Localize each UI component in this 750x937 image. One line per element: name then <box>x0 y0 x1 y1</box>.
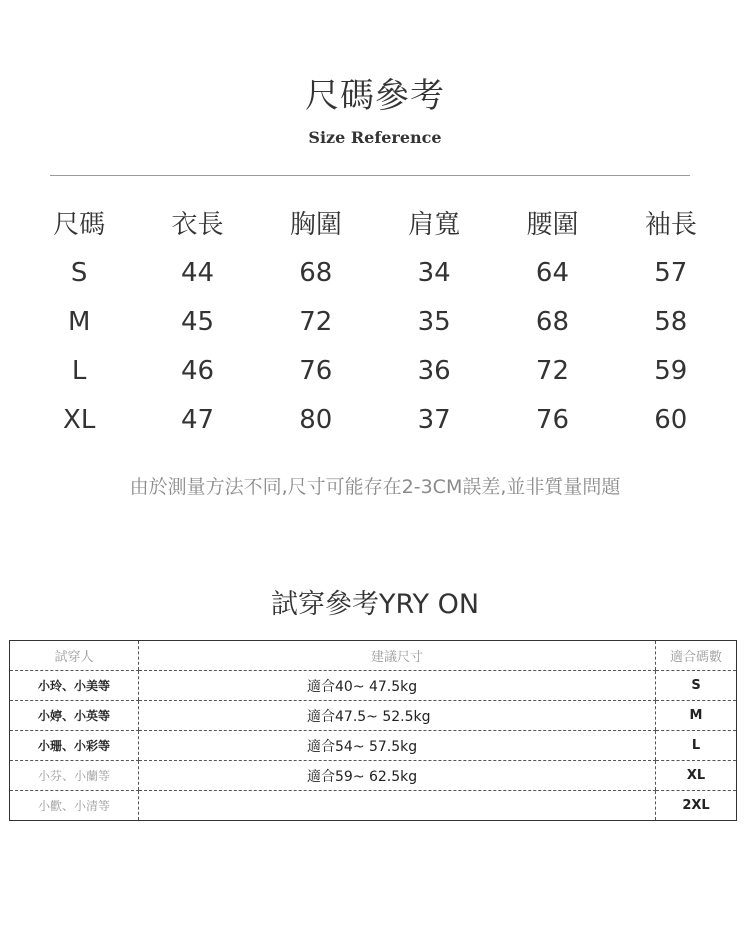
column-header-person: 試穿人 <box>10 641 139 671</box>
column-header-length: 衣長 <box>171 209 224 240</box>
person-cell: 小芬、小蘭等 <box>10 761 139 791</box>
column-header-shoulder: 肩寬 <box>408 209 461 240</box>
waist-cell: 76 <box>535 404 570 435</box>
column-header-bust: 胸圍 <box>289 209 342 240</box>
shoulder-cell: 36 <box>417 355 451 386</box>
weight-cell: 適合47.5~ 52.5kg <box>139 701 656 731</box>
length-cell: 45 <box>180 306 215 337</box>
column-header-size: 尺碼 <box>53 209 106 240</box>
waist-cell: 72 <box>535 355 570 386</box>
shoulder-cell: 37 <box>417 404 451 435</box>
person-cell: 小玲、小美等 <box>10 671 139 701</box>
person-cell: 小歡、小清等 <box>37 799 110 813</box>
size-cell: XL <box>63 404 96 435</box>
column-header-fit: 適合碼數 <box>656 641 737 671</box>
table-row <box>20 297 730 346</box>
bust-cell: 80 <box>299 404 333 435</box>
measurement-note: 由於測量方法不同,尺寸可能存在2-3CM誤差,並非質量問題 <box>129 476 621 498</box>
weight-cell: 適合40~ 47.5kg <box>139 671 656 701</box>
size-cell: M <box>67 306 91 337</box>
weight-cell: 適合59~ 62.5kg <box>139 761 656 791</box>
table-row <box>10 701 737 731</box>
table-row <box>20 346 730 395</box>
fit-size-cell: XL <box>656 761 737 791</box>
table-row <box>10 731 737 761</box>
column-header-sleeve: 袖長 <box>644 209 697 240</box>
table-row <box>10 671 737 701</box>
size-table-header <box>20 196 730 248</box>
size-table <box>20 196 730 444</box>
length-cell: 46 <box>180 355 215 386</box>
column-header-recommended: 建議尺寸 <box>139 641 656 671</box>
table-row <box>10 761 737 791</box>
table-row <box>20 395 730 444</box>
bust-cell: 76 <box>299 355 333 386</box>
waist-cell: 68 <box>535 306 570 337</box>
bust-cell: 68 <box>299 257 333 288</box>
size-cell: S <box>70 257 88 288</box>
fit-size-cell: S <box>656 671 737 701</box>
fit-size-cell: M <box>656 701 737 731</box>
try-on-table-header <box>10 641 737 671</box>
try-on-title: 試穿參考YRY ON <box>270 589 480 620</box>
shoulder-cell: 35 <box>417 306 451 337</box>
sleeve-cell: 60 <box>654 404 688 435</box>
weight-cell <box>139 791 656 821</box>
try-on-table <box>9 640 737 821</box>
sleeve-cell: 58 <box>654 306 688 337</box>
fit-size-cell: L <box>656 731 737 761</box>
length-cell: 44 <box>180 257 215 288</box>
column-header-waist: 腰圍 <box>526 209 579 240</box>
bust-cell: 72 <box>299 306 333 337</box>
person-cell: 小婷、小英等 <box>10 701 139 731</box>
shoulder-cell: 34 <box>417 257 451 288</box>
page-subtitle: Size Reference <box>308 128 442 147</box>
divider <box>50 175 690 176</box>
size-cell: L <box>71 355 87 386</box>
waist-cell: 64 <box>535 257 570 288</box>
length-cell: 47 <box>180 404 215 435</box>
table-row <box>20 248 730 297</box>
table-row <box>10 791 737 821</box>
sleeve-cell: 57 <box>654 257 688 288</box>
sleeve-cell: 59 <box>654 355 688 386</box>
weight-cell: 適合54~ 57.5kg <box>139 731 656 761</box>
page-title: 尺碼參考 <box>305 76 445 116</box>
person-cell: 小珊、小彩等 <box>10 731 139 761</box>
fit-size-cell: 2XL <box>656 791 737 821</box>
